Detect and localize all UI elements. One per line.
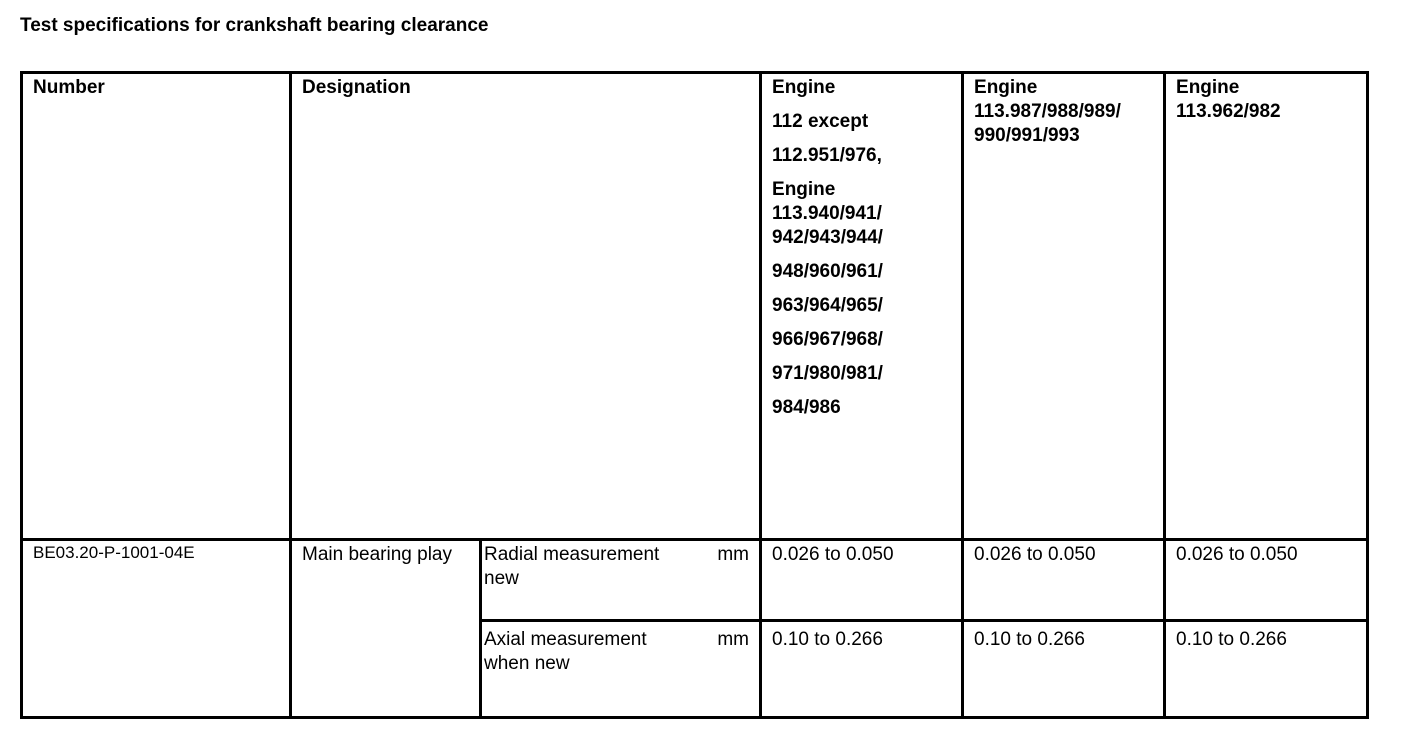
header-engine-2 xyxy=(963,73,1165,540)
engine-3-line: 113.962/982 xyxy=(1176,101,1281,122)
measurement-label: Radial measurement new xyxy=(481,540,691,621)
engine-1-line: 948/960/961/ xyxy=(772,261,883,282)
engine-2-line: Engine xyxy=(974,77,1038,98)
engine-1-line: Engine xyxy=(772,179,836,200)
engine-1-line: 966/967/968/ xyxy=(772,329,883,350)
engine-2-line: 113.987/988/989/ xyxy=(974,101,1121,122)
measurement-label: Axial measurement when new xyxy=(481,621,691,718)
unit-label: mm xyxy=(691,621,761,718)
page-title: Test specifications for crankshaft bearing clearance xyxy=(20,15,489,36)
spec-table xyxy=(20,71,1369,719)
table-row xyxy=(22,540,1368,621)
engine-1-line: 942/943/944/ xyxy=(772,227,883,248)
header-number: Number xyxy=(22,73,291,540)
value-engine-1: 0.10 to 0.266 xyxy=(761,621,963,718)
value-engine-3: 0.10 to 0.266 xyxy=(1165,621,1368,718)
value-engine-1: 0.026 to 0.050 xyxy=(761,540,963,621)
value-engine-2: 0.026 to 0.050 xyxy=(963,540,1165,621)
engine-1-line: 113.940/941/ xyxy=(772,203,882,224)
engine-3-line: Engine xyxy=(1176,77,1240,98)
spec-number: BE03.20-P-1001-04E xyxy=(22,540,291,718)
engine-1-line: Engine xyxy=(772,77,836,98)
header-designation: Designation xyxy=(291,73,761,540)
engine-1-line: 112.951/976, xyxy=(772,145,882,166)
engine-1-line: 112 except xyxy=(772,111,869,132)
engine-2-line: 990/991/993 xyxy=(974,125,1080,146)
value-engine-2: 0.10 to 0.266 xyxy=(963,621,1165,718)
unit-label: mm xyxy=(691,540,761,621)
header-row xyxy=(22,73,1368,540)
header-engine-1 xyxy=(761,73,963,540)
value-engine-3: 0.026 to 0.050 xyxy=(1165,540,1368,621)
engine-1-line: 984/986 xyxy=(772,397,841,418)
engine-1-line: 971/980/981/ xyxy=(772,363,883,384)
header-engine-3 xyxy=(1165,73,1368,540)
engine-1-line: 963/964/965/ xyxy=(772,295,883,316)
spec-designation: Main bearing play xyxy=(291,540,481,718)
